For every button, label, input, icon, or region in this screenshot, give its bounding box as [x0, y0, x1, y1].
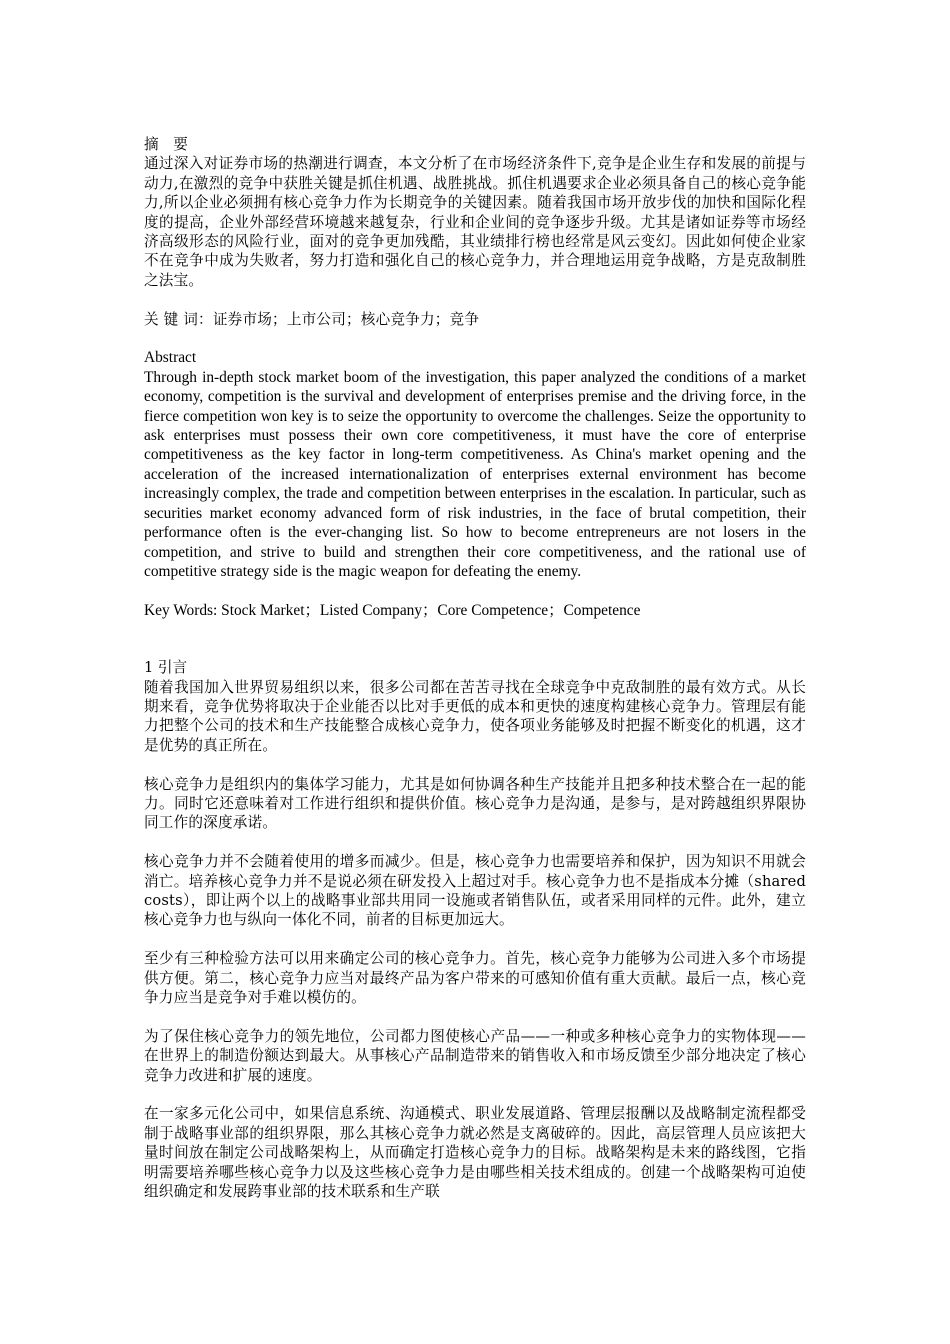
abstract-en-heading: Abstract [144, 349, 197, 367]
section-1-paragraph: 至少有三种检验方法可以用来确定公司的核心竞争力。首先，核心竞争力能够为公司进入多个市场提供方便。第二，核心竞争力应当对最终产品为客户带来的可感知价值有重大贡献。最后一点，核心竞争力应当是竞争对手难以模仿的。 [144, 950, 806, 1006]
section-1-paragraph: 随着我国加入世界贸易组织以来，很多公司都在苦苦寻找在全球竞争中克敌制胜的最有效方式。从长期来看，竞争优势将取决于企业能否以比对手更低的成本和更快的速度构建核心竞争力。管理层有能力把整个公司的技术和生产技能整合成核心竞争力，使各项业务能够及时把握不断变化的机遇，这才是优势的真正所在。 [144, 678, 806, 754]
keywords-cn-label: 关 键 词： [144, 310, 213, 328]
spacer [144, 1085, 806, 1104]
section-1-paragraph: 核心竞争力并不会随着使用的增多而减少。但是，核心竞争力也需要培养和保护，因为知识不用就会消亡。培养核心竞争力并不是说必须在研发投入上超过对手。核心竞争力也不是指成本分摊（shared costs），即让两个以上的战略事业部共用同一设施或者销售队伍，或者采用同样的元件。此外，建立核心竞争力也与纵向一体化不同，前者的目标更加远大。 [144, 853, 806, 929]
section-1-paragraph: 核心竞争力是组织内的集体学习能力，尤其是如何协调各种生产技能并且把多种技术整合在一起的能力。同时它还意味着对工作进行组织和提供价值。核心竞争力是沟通，是参与，是对跨越组织界限协同工作的深度承诺。 [144, 775, 806, 832]
spacer [144, 620, 806, 658]
keywords-cn [144, 310, 806, 329]
keywords-en: Key Words: Stock Market；Listed Company；Core Competence；Competence [144, 601, 641, 619]
section-1-heading: 1 引言 [144, 659, 188, 677]
spacer [144, 1007, 806, 1026]
spacer [144, 329, 806, 348]
document-page [144, 135, 806, 1201]
abstract-en-body: Through in-depth stock market boom of the investigation, this paper analyzed the conditions of a market economy, competition is the survival and development of enterprises premise and the driving force, in the fierce competition won key is to seize the opportunity to overcome the challenges. Seize the opportunity to ask enterprises must possess their own core competitiveness, it must have the core of enterprise competitiveness as the key factor in long-term competitiveness. As China's market opening and the acceleration of the increased internationalization of enterprises external environment has become increasingly complex, the trade and competition between enterprises in the escalation. In particular, such as securities market economy advanced form of risk industries, in the face of brutal competition, their performance often is the ever-changing list. So how to become entrepreneurs are not losers in the competition, and strive to build and strengthen their core competitiveness, and the rational use of competitive strategy side is the magic weapon for defeating the enemy. [144, 368, 806, 580]
abstract-cn-body: 通过深入对证券市场的热潮进行调查，本文分析了在市场经济条件下,竞争是企业生存和发展的前提与动力,在激烈的竞争中获胜关键是抓住机遇、战胜挑战。抓住机遇要求企业必须具备自己的核心竞争能力,所以企业必须拥有核心竞争力作为长期竞争的关键因素。随着我国市场开放步伐的加快和国际化程度的提高，企业外部经营环境越来越复杂，行业和企业间的竞争逐步升级。尤其是诸如证券等市场经济高级形态的风险行业，面对的竞争更加残酷，其业绩排行榜也经常是风云变幻。因此如何使企业家不在竞争中成为失败者，努力打造和强化自己的核心竞争力，并合理地运用竞争战略，方是克敌制胜之法宝。 [144, 155, 806, 289]
spacer [144, 581, 806, 600]
section-1-paragraph: 在一家多元化公司中，如果信息系统、沟通模式、职业发展道路、管理层报酬以及战略制定流程都受制于战略事业部的组织界限，那么其核心竞争力就必然是支离破碎的。因此，高层管理人员应该把大量时间放在制定公司战略架构上，从而确定打造核心竞争力的目标。战略架构是未来的路线图，它指明需要培养哪些核心竞争力以及这些核心竞争力是由哪些相关技术组成的。创建一个战略架构可迫使组织确定和发展跨事业部的技术联系和生产联 [144, 1105, 806, 1200]
abstract-cn-heading: 摘 要 [144, 136, 188, 153]
spacer [144, 755, 806, 774]
spacer [144, 290, 806, 309]
spacer [144, 833, 806, 852]
spacer [144, 930, 806, 949]
keywords-cn-value: 证券市场；上市公司；核心竞争力；竞争 [212, 310, 480, 328]
section-1-paragraph: 为了保住核心竞争力的领先地位，公司都力图使核心产品——一种或多种核心竞争力的实物体现——在世界上的制造份额达到最大。从事核心产品制造带来的销售收入和市场反馈至少部分地决定了核心竞争力改进和扩展的速度。 [144, 1027, 806, 1084]
